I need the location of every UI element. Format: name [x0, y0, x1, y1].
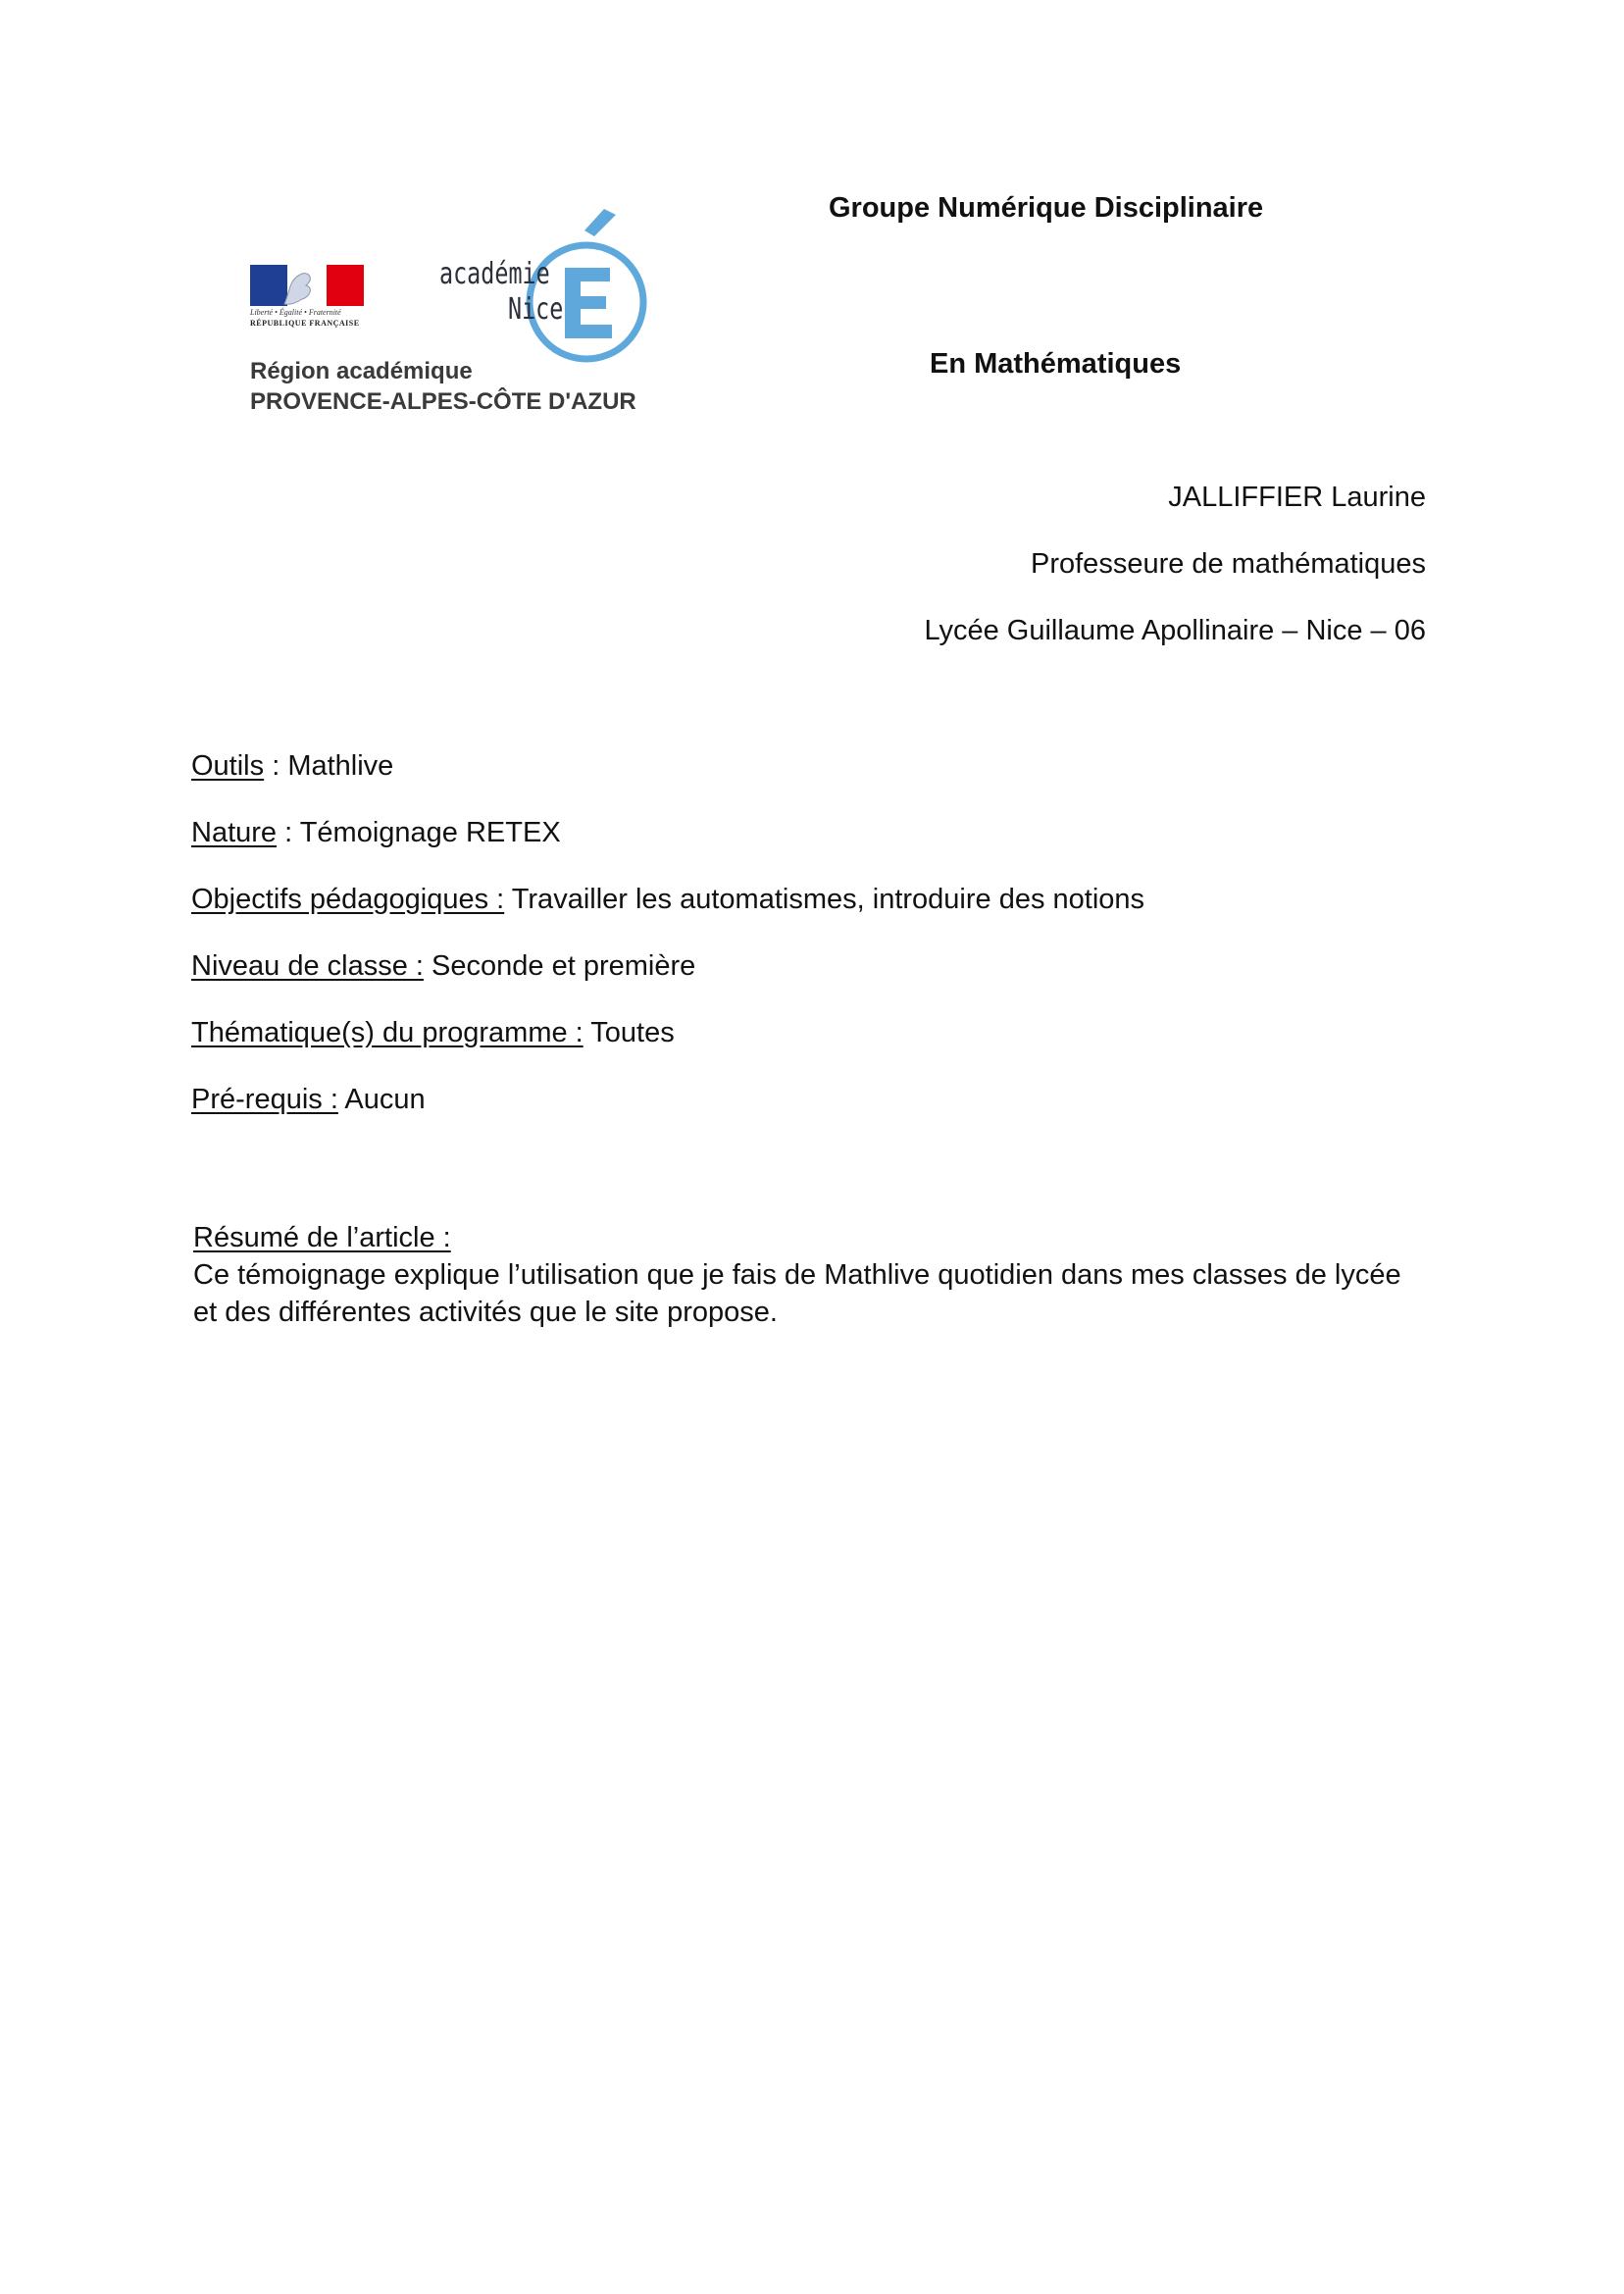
- subject-title: En Mathématiques: [930, 348, 1182, 380]
- field-objectives: [191, 883, 1144, 916]
- field-label: Thématique(s) du programme :: [191, 1017, 584, 1048]
- field-label: Pré-requis :: [191, 1084, 338, 1115]
- marianne-republic: RÉPUBLIQUE FRANÇAISE: [250, 319, 360, 328]
- field-separator: [504, 884, 512, 915]
- field-nature: [191, 816, 1144, 849]
- academy-word: académie: [439, 257, 550, 291]
- field-value: Toutes: [590, 1017, 675, 1048]
- field-separator: :: [264, 750, 288, 782]
- region-territory: PROVENCE-ALPES-CÔTE D'AZUR: [250, 388, 636, 415]
- author-name: JALLIFFIER Laurine: [1168, 482, 1426, 513]
- region-name: Région académique: [250, 358, 473, 384]
- field-separator: :: [277, 817, 300, 848]
- marianne-motto: Liberté • Égalité • Fraternité: [250, 308, 341, 317]
- field-separator: [424, 950, 431, 982]
- field-prerequisites: [191, 1083, 1144, 1116]
- field-value: Travailler les automatismes, introduire des notions: [511, 884, 1145, 915]
- field-value: Témoignage RETEX: [299, 817, 561, 848]
- author-school: Lycée Guillaume Apollinaire – Nice – 06: [924, 615, 1426, 646]
- document-fields: [191, 749, 1144, 1149]
- academy-logo: [245, 201, 667, 427]
- group-title: Groupe Numérique Disciplinaire: [829, 192, 1264, 224]
- academy-city: Nice: [508, 292, 564, 327]
- field-label: Objectifs pédagogiques :: [191, 884, 505, 915]
- field-themes: [191, 1016, 1144, 1049]
- field-class-level: [191, 949, 1144, 983]
- field-label: Niveau de classe :: [191, 950, 424, 982]
- summary-label: Résumé de l’article :: [193, 1222, 451, 1253]
- field-label: Outils: [191, 750, 265, 782]
- author-role: Professeure de mathématiques: [1031, 548, 1426, 580]
- field-label: Nature: [191, 817, 278, 848]
- summary-text: Ce témoignage explique l’utilisation que je fais de Mathlive quotidien dans mes classes de lycée et des différentes activités que le site propose.: [193, 1259, 1401, 1328]
- field-value: Aucun: [344, 1084, 426, 1115]
- field-tools: [191, 749, 1144, 783]
- field-value: Seconde et première: [431, 950, 696, 982]
- field-value: Mathlive: [287, 750, 394, 782]
- article-summary: [193, 1219, 1429, 1331]
- author-block: [924, 481, 1426, 681]
